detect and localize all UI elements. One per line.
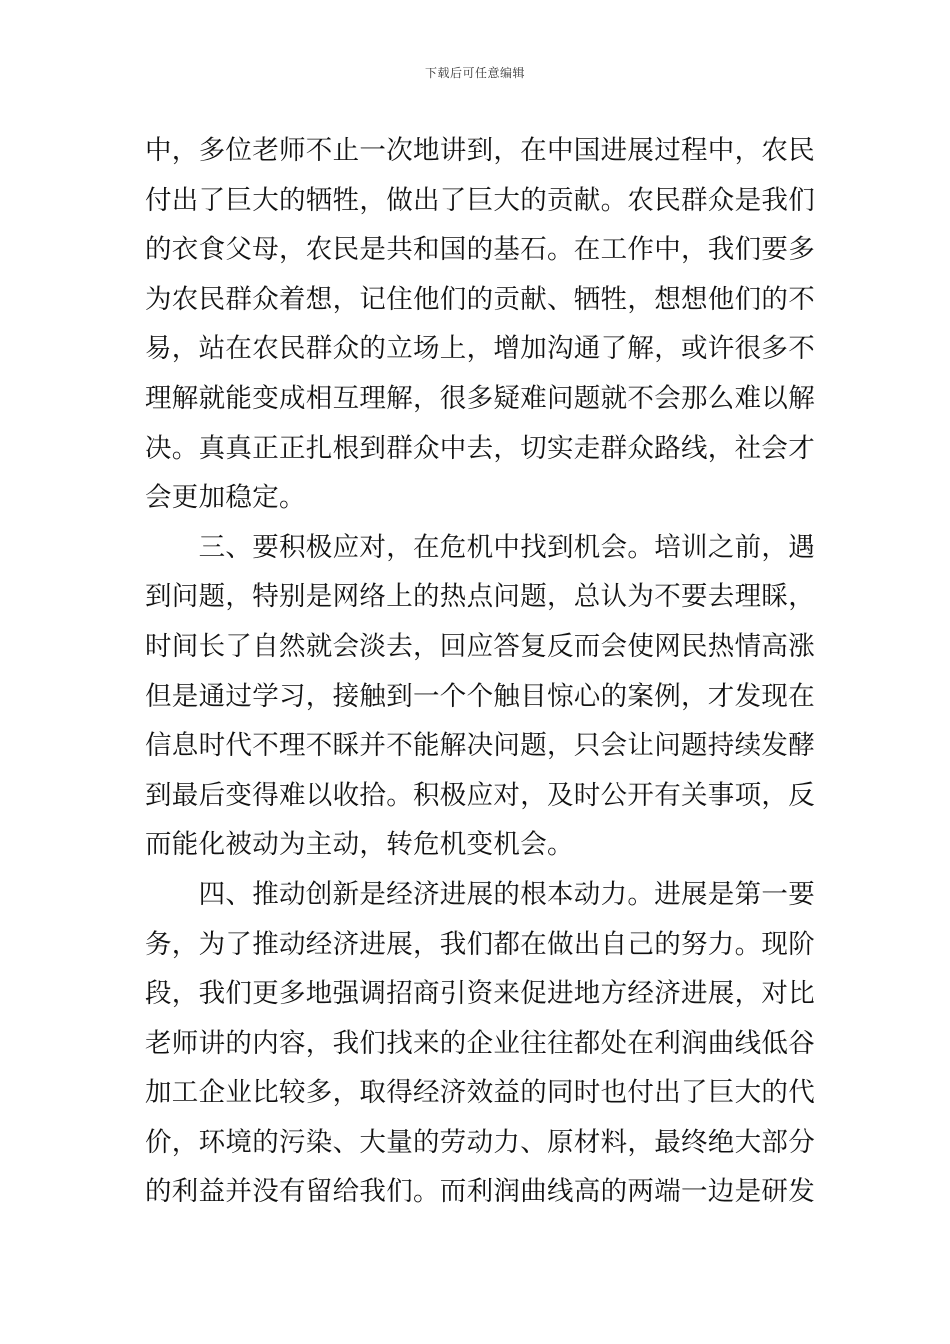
text-line: 为农民群众着想，记住他们的贡献、牺牲，想想他们的不: [145, 283, 815, 315]
text-line: 加工企业比较多，取得经济效益的同时也付出了巨大的代: [145, 1077, 815, 1109]
text-line: 时间长了自然就会淡去，回应答复反而会使网民热情高涨: [145, 630, 815, 662]
text-line: 决。真真正正扎根到群众中去，切实走群众路线，社会才: [145, 432, 815, 464]
text-line: 而能化被动为主动，转危机变机会。: [145, 829, 574, 861]
text-line: 信息时代不理不睬并不能解决问题，只会让问题持续发酵: [145, 730, 815, 762]
text-line: 到问题，特别是网络上的热点问题，总认为不要去理睬，: [145, 581, 815, 613]
text-line: 到最后变得难以收拾。积极应对，及时公开有关事项，反: [145, 779, 815, 811]
text-line: 会更加稳定。: [145, 482, 306, 514]
text-line: 但是通过学习，接触到一个个触目惊心的案例，才发现在: [145, 680, 815, 712]
paragraph-start-line: 四、推动创新是经济进展的根本动力。进展是第一要: [145, 878, 815, 910]
text-line: 价，环境的污染、大量的劳动力、原材料，最终绝大部分: [145, 1126, 815, 1158]
document-body: [145, 126, 815, 1217]
text-line: 的利益并没有留给我们。而利润曲线高的两端一边是研发: [145, 1176, 815, 1208]
text-line: 理解就能变成相互理解，很多疑难问题就不会那么难以解: [145, 382, 815, 414]
text-line: 务，为了推动经济进展，我们都在做出自己的努力。现阶: [145, 928, 815, 960]
text-line: 老师讲的内容，我们找来的企业往往都处在利润曲线低谷: [145, 1027, 815, 1059]
text-line: 付出了巨大的牺牲，做出了巨大的贡献。农民群众是我们: [145, 184, 815, 216]
text-line: 段，我们更多地强调招商引资来促进地方经济进展，对比: [145, 978, 815, 1010]
text-line: 中，多位老师不止一次地讲到，在中国进展过程中，农民: [145, 135, 815, 166]
text-line: 易，站在农民群众的立场上，增加沟通了解，或许很多不: [145, 333, 815, 365]
page-header: 下载后可任意编辑: [424, 66, 525, 80]
paragraph-start-line: 三、要积极应对，在危机中找到机会。培训之前，遇: [145, 531, 815, 563]
text-line: 的衣食父母，农民是共和国的基石。在工作中，我们要多: [145, 234, 815, 266]
